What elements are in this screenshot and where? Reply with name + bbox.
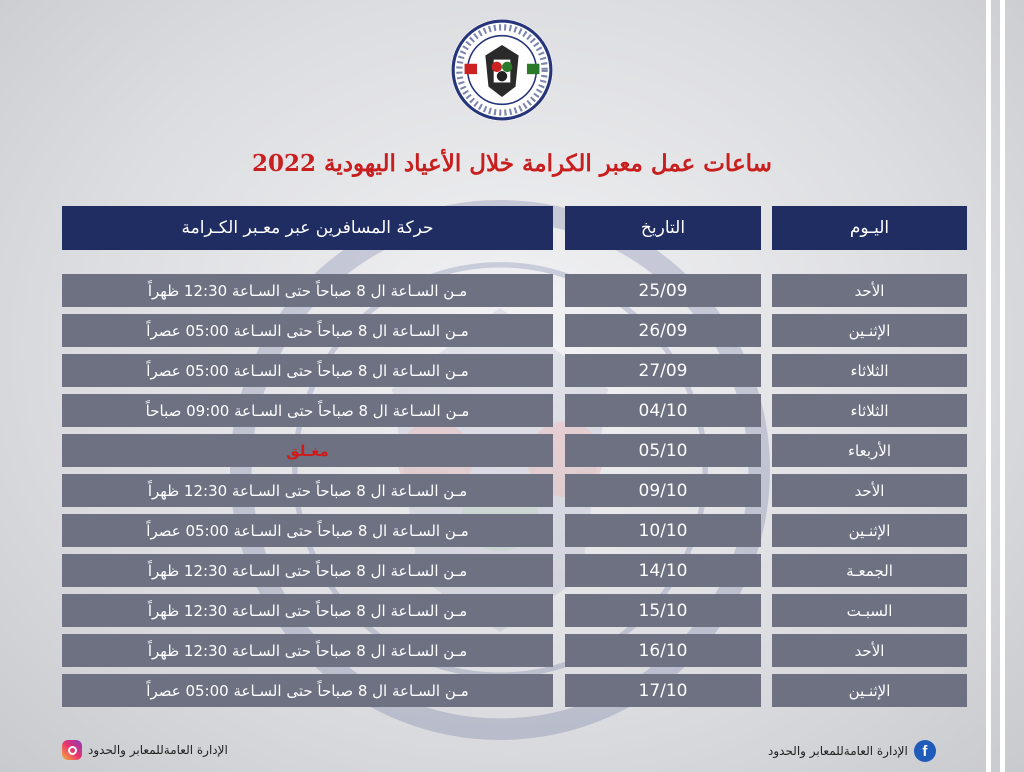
row-date: 26/09 — [565, 314, 761, 347]
instagram-icon — [62, 740, 82, 760]
header-movement: حركة المسافرين عبر معـبر الكـرامة — [62, 206, 553, 250]
row-day: الأربعاء — [772, 434, 967, 467]
row-movement: مـن السـاعة ال 8 صباحاً حتى السـاعة 12:30 ظهراً — [62, 634, 553, 667]
row-movement: مـن السـاعة ال 8 صباحاً حتى السـاعة 09:00 صباحاً — [62, 394, 553, 427]
closed-label: مغـلق — [286, 441, 329, 460]
row-movement: مـن السـاعة ال 8 صباحاً حتى السـاعة 05:00 عصراً — [62, 314, 553, 347]
row-date: 05/10 — [565, 434, 761, 467]
row-date: 10/10 — [565, 514, 761, 547]
row-day: الإثنـين — [772, 514, 967, 547]
row-date: 16/10 — [565, 634, 761, 667]
row-movement-closed — [62, 434, 553, 467]
row-date: 04/10 — [565, 394, 761, 427]
header-date: التاريخ — [565, 206, 761, 250]
row-movement: مـن السـاعة ال 8 صباحاً حتى السـاعة 05:00 عصراً — [62, 354, 553, 387]
frame-bar-right-2 — [1000, 0, 1005, 772]
row-movement: مـن السـاعة ال 8 صباحاً حتى السـاعة 12:30 ظهراً — [62, 474, 553, 507]
row-day: الثلاثاء — [772, 394, 967, 427]
facebook-link[interactable] — [768, 740, 936, 762]
facebook-label: الإدارة العامةللمعابر والحدود — [768, 744, 908, 758]
row-movement: مـن السـاعة ال 8 صباحاً حتى السـاعة 12:30 ظهراً — [62, 274, 553, 307]
row-day: الإثنـين — [772, 674, 967, 707]
row-day: الأحد — [772, 274, 967, 307]
row-day: السبـت — [772, 594, 967, 627]
row-movement: مـن السـاعة ال 8 صباحاً حتى السـاعة 12:30 ظهراً — [62, 554, 553, 587]
row-date: 09/10 — [565, 474, 761, 507]
page-title: ساعات عمل معبر الكرامة خلال الأعياد اليهودية 2022 — [252, 150, 772, 177]
row-movement: مـن السـاعة ال 8 صباحاً حتى السـاعة 12:30 ظهراً — [62, 594, 553, 627]
row-day: الأحد — [772, 474, 967, 507]
row-date: 14/10 — [565, 554, 761, 587]
instagram-link[interactable] — [62, 740, 228, 760]
row-day: الجمعـة — [772, 554, 967, 587]
row-day: الأحد — [772, 634, 967, 667]
row-date: 27/09 — [565, 354, 761, 387]
row-day: الإثنـين — [772, 314, 967, 347]
emblem-logo — [450, 18, 554, 122]
row-date: 15/10 — [565, 594, 761, 627]
frame-bar-right-1 — [986, 0, 991, 772]
instagram-label: الإدارة العامةللمعابر والحدود — [88, 743, 228, 757]
row-date: 17/10 — [565, 674, 761, 707]
row-day: الثلاثاء — [772, 354, 967, 387]
row-movement: مـن السـاعة ال 8 صباحاً حتى السـاعة 05:00 عصراً — [62, 674, 553, 707]
facebook-icon: f — [914, 740, 936, 762]
header-day: اليـوم — [772, 206, 967, 250]
row-date: 25/09 — [565, 274, 761, 307]
row-movement: مـن السـاعة ال 8 صباحاً حتى السـاعة 05:00 عصراً — [62, 514, 553, 547]
